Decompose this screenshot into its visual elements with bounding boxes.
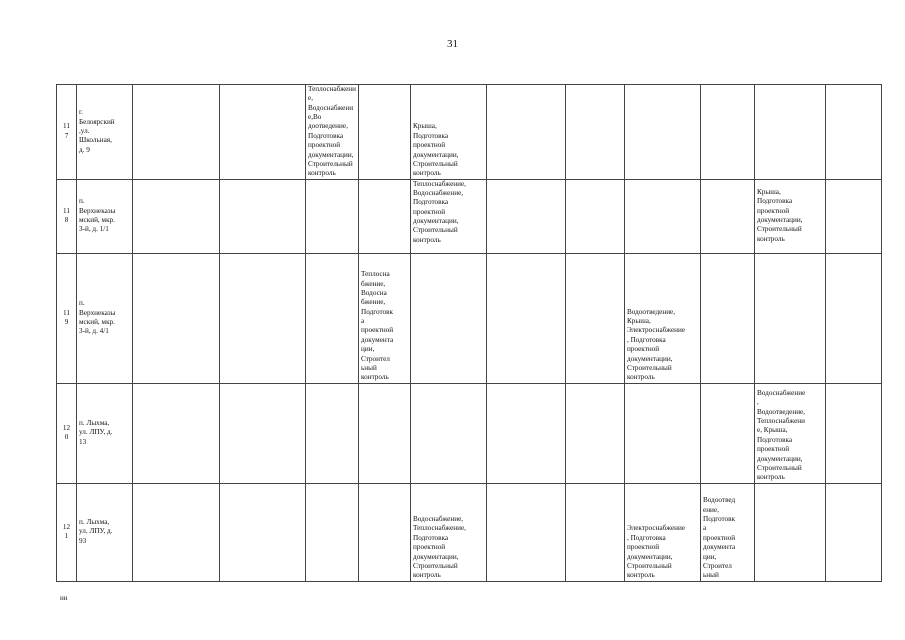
work-cell bbox=[306, 483, 359, 581]
work-cell bbox=[755, 85, 826, 180]
work-cell bbox=[566, 483, 625, 581]
row-number: 12 1 bbox=[57, 483, 77, 581]
work-cell bbox=[306, 253, 359, 383]
work-cell bbox=[701, 253, 755, 383]
work-cell bbox=[566, 253, 625, 383]
work-cell bbox=[701, 179, 755, 253]
work-cell bbox=[359, 383, 411, 483]
work-cell bbox=[755, 253, 826, 383]
work-cell bbox=[826, 253, 882, 383]
work-cell bbox=[566, 85, 625, 180]
work-cell bbox=[826, 483, 882, 581]
work-cell: Теплоснабжение, Водоснабжение,Во доотведение, Подготовка проектной документации, Строительный контроль bbox=[306, 85, 359, 180]
footer-mark: нн bbox=[60, 594, 68, 602]
work-cell bbox=[625, 383, 701, 483]
work-cell bbox=[487, 253, 566, 383]
work-cell bbox=[625, 85, 701, 180]
work-cell bbox=[487, 483, 566, 581]
row-number: 11 8 bbox=[57, 179, 77, 253]
row-number: 11 9 bbox=[57, 253, 77, 383]
work-cell: Крыша, Подготовка проектной документации, Строительный контроль bbox=[755, 179, 826, 253]
work-cell bbox=[487, 383, 566, 483]
row-number: 11 7 bbox=[57, 85, 77, 180]
work-cell bbox=[133, 253, 220, 383]
work-cell bbox=[220, 383, 306, 483]
table-row bbox=[57, 85, 882, 180]
work-cell bbox=[566, 383, 625, 483]
work-cell: Крыша, Подготовка проектной документации, Строительный контроль bbox=[411, 85, 487, 180]
table-row bbox=[57, 483, 882, 581]
work-cell bbox=[133, 85, 220, 180]
work-cell bbox=[755, 483, 826, 581]
work-cell bbox=[487, 179, 566, 253]
table-row bbox=[57, 179, 882, 253]
work-cell: Водоснабжение, Теплоснабжение, Подготовка проектной документации, Строительный контроль bbox=[411, 483, 487, 581]
address-cell: г. Белоярский ,ул. Школьная, д. 9 bbox=[77, 85, 133, 180]
address-cell: п. Лыхма, ул. ЛПУ, д. 93 bbox=[77, 483, 133, 581]
work-cell bbox=[220, 253, 306, 383]
work-cell bbox=[359, 85, 411, 180]
table-row bbox=[57, 253, 882, 383]
work-cell bbox=[487, 85, 566, 180]
table-row bbox=[57, 383, 882, 483]
work-cell bbox=[359, 483, 411, 581]
capital-repair-schedule-table bbox=[56, 84, 882, 582]
address-cell: п. Лыхма, ул. ЛПУ, д. 13 bbox=[77, 383, 133, 483]
work-cell bbox=[411, 253, 487, 383]
work-cell: Теплоснабжение, Водоснабжение, Подготовка проектной документации, Строительный контроль bbox=[411, 179, 487, 253]
work-cell bbox=[625, 179, 701, 253]
work-cell bbox=[826, 85, 882, 180]
address-cell: п. Верхнеказы мский, мкр. 3-й, д. 1/1 bbox=[77, 179, 133, 253]
work-cell bbox=[220, 179, 306, 253]
work-cell bbox=[133, 179, 220, 253]
work-cell bbox=[566, 179, 625, 253]
address-cell: п. Верхнеказы мский, мкр. 3-й, д. 4/1 bbox=[77, 253, 133, 383]
work-cell bbox=[133, 383, 220, 483]
work-cell bbox=[826, 179, 882, 253]
work-cell bbox=[220, 483, 306, 581]
work-cell: Водоотведение, Крыша, Электроснабжение , Подготовка проектной документации, Строительный контроль bbox=[625, 253, 701, 383]
work-cell bbox=[701, 383, 755, 483]
work-cell: Водоотвед ение, Подготовк а проектной документа ции, Строител ьный bbox=[701, 483, 755, 581]
page-number: 31 bbox=[447, 38, 458, 50]
work-cell bbox=[359, 179, 411, 253]
work-cell bbox=[306, 383, 359, 483]
work-cell bbox=[220, 85, 306, 180]
work-cell bbox=[411, 383, 487, 483]
work-cell: Теплосна бжение, Водосна бжение, Подготовк а проектной документа ции, Строител ьный контроль bbox=[359, 253, 411, 383]
work-cell bbox=[133, 483, 220, 581]
work-cell bbox=[306, 179, 359, 253]
row-number: 12 0 bbox=[57, 383, 77, 483]
work-cell bbox=[826, 383, 882, 483]
work-cell: Электроснабжение , Подготовка проектной документации, Строительный контроль bbox=[625, 483, 701, 581]
work-cell: Водоснабжение , Водоотведение, Теплоснабжени е, Крыша, Подготовка проектной документации, Строительный контроль bbox=[755, 383, 826, 483]
work-cell bbox=[701, 85, 755, 180]
